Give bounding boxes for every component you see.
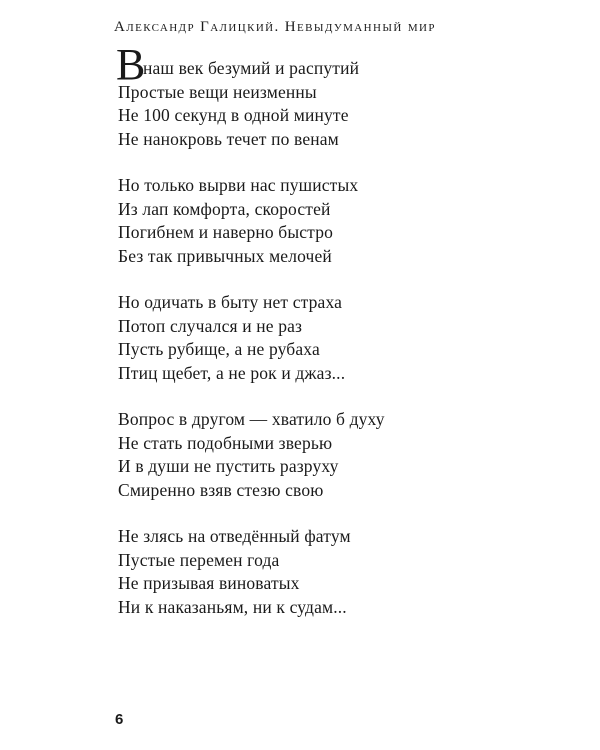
first-line-text: наш век безумий и распутий — [143, 58, 360, 78]
stanza-5 — [118, 525, 558, 619]
poem-line: Ни к наказаньям, ни к судам... — [118, 596, 347, 617]
poem-line: Не стать подобными зверью — [118, 432, 333, 453]
poem-line: Пусть рубище, а не рубаха — [118, 339, 320, 359]
poem-line: Не 100 секунд в одной минуте — [118, 105, 349, 125]
poem-line: Смиренно взяв стезю свою — [118, 479, 324, 500]
poem-line: Не призывая виноватых — [118, 573, 300, 593]
poem-line: Простые вещи неизменны — [118, 81, 317, 102]
poem-line: Погибнем и наверно быстро — [118, 222, 333, 242]
stanza-3 — [118, 291, 558, 385]
poem-line: Из лап комфорта, скоростей — [118, 198, 331, 219]
stanza-4 — [118, 408, 558, 502]
poem — [116, 40, 558, 642]
poem-line: Но одичать в быту нет страха — [118, 292, 343, 312]
poem-line: Потоп случался и не раз — [118, 315, 303, 336]
poem-line: Пустые перемен года — [118, 549, 280, 570]
poem-line: Но только вырви нас пушистых — [118, 175, 359, 195]
drop-cap: В — [116, 40, 146, 89]
running-head: Александр Галицкий. Невыдуманный мир — [114, 19, 436, 35]
poem-line: Не нанокровь течет по венам — [118, 128, 339, 149]
stanza-1 — [116, 40, 558, 151]
poem-line: И в души не пустить разруху — [118, 456, 339, 476]
stanza-2 — [118, 174, 558, 268]
poem-line: Вопрос в другом — хватило б духу — [118, 409, 385, 429]
poem-line: Не злясь на отведённый фатум — [118, 526, 351, 546]
page-number: 6 — [115, 711, 124, 728]
poem-line: Птиц щебет, а не рок и джаз... — [118, 362, 346, 383]
poem-line — [116, 40, 558, 89]
poem-line: Без так привычных мелочей — [118, 245, 332, 266]
